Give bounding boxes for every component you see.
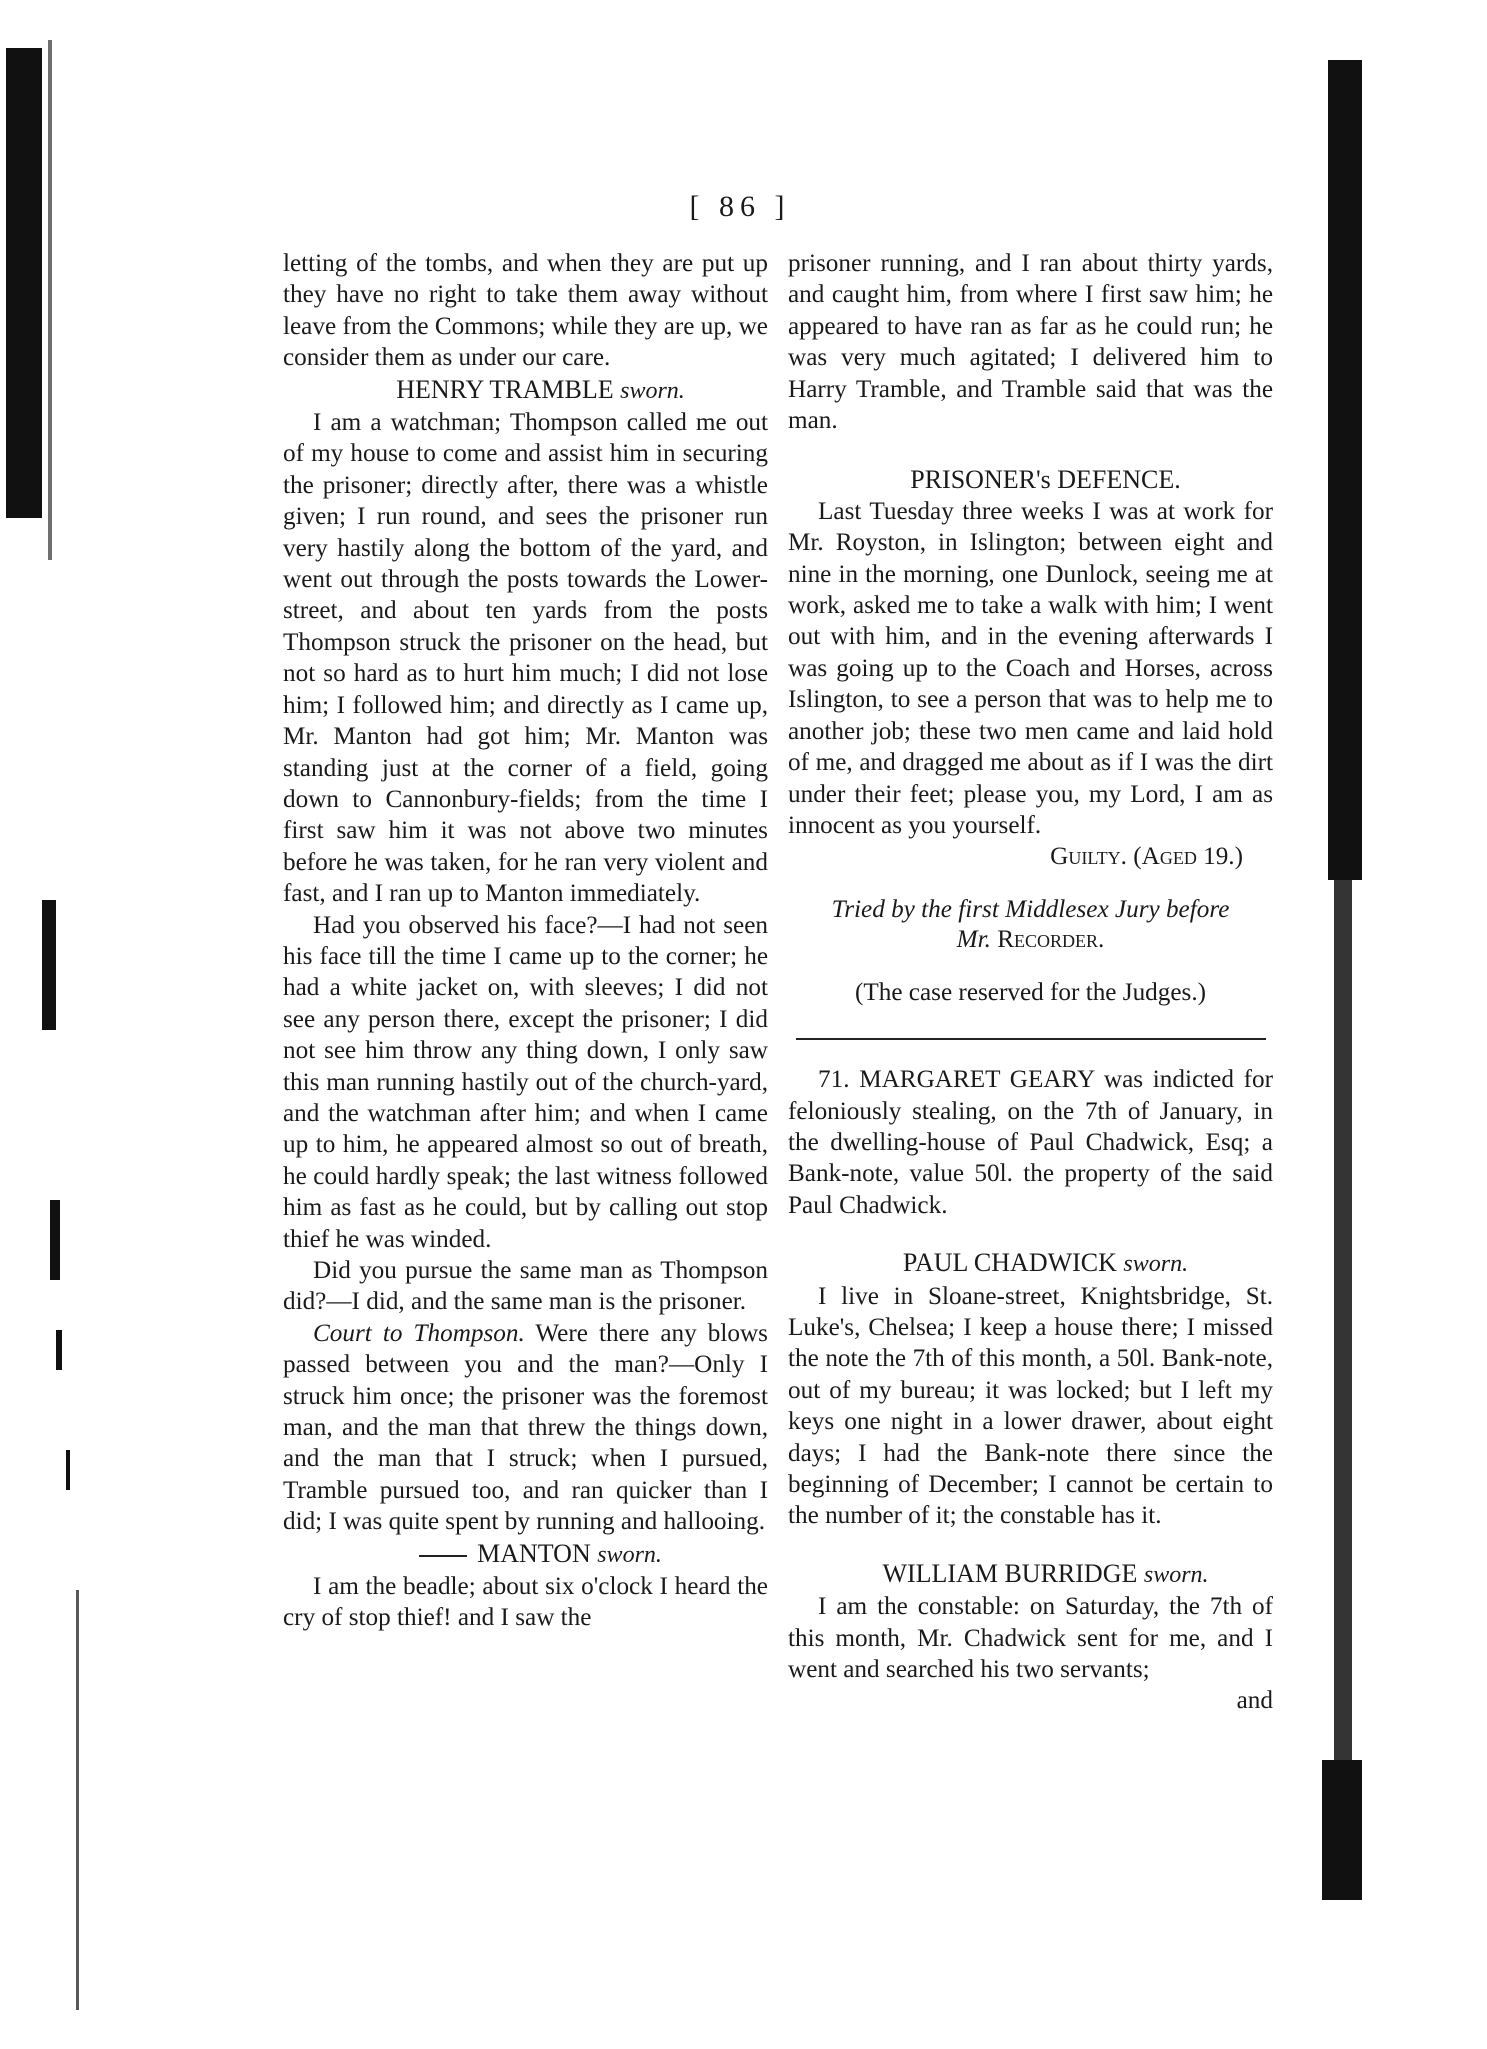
paragraph: I am the constable: on Saturday, the 7th of this month, Mr. Chadwick sent for me, and I went and searched his two servants; bbox=[788, 1593, 1273, 1684]
paragraph: prisoner running, and I ran about thirty yards, and caught him, from where I first saw him; he appeared to have ran as far as he could run; he was very much agitated; I delivered him to Harry Tramble, and Tramble said that was the man. bbox=[788, 250, 1273, 435]
paragraph: I live in Sloane-street, Knightsbridge, St. Luke's, Chelsea; I keep a house there; I missed the note the 7th of this month, a 50l. Bank-note, out of my bureau; it was locked; but I left my keys one night in a lower drawer, about eight days; I had the Bank-note there since the beginning of December; I cannot be certain to the number of it; the constable has it. bbox=[788, 1282, 1273, 1530]
verdict: Guilty. (Aged 19.) bbox=[1050, 843, 1243, 871]
jury-note-line: Tried by the first Middlesex Jury before bbox=[831, 895, 1230, 923]
witness-name: PAUL CHADWICK bbox=[902, 1248, 1117, 1278]
paragraph: I am a watchman; Thompson called me out of my house to come and assist him in securing the prisoner; directly after, there was a whistle given; I run round, and sees the prisoner run very hastily along the bottom of the yard, and went out through the posts towards the Lower-street, and about ten yards from the posts Thompson struck the prisoner on the head, but not so hard as to hurt him much; I did not lose him; I followed him; and directly as I came up, Mr. Manton had got him; Mr. Manton was standing just at the corner of a field, going down to Cannonbury-fields; from the time I first saw him it was not above two minutes before he was taken, for he ran very violent and fast, and I ran up to Manton immediately. bbox=[283, 409, 768, 908]
mr-label: Mr. bbox=[956, 925, 991, 953]
left-page-edge bbox=[0, 30, 90, 2030]
catchword: and bbox=[1236, 1687, 1273, 1715]
page-number: [ 86 ] bbox=[689, 190, 791, 223]
case-reserved-note: (The case reserved for the Judges.) bbox=[854, 978, 1207, 1006]
right-page-edge bbox=[1318, 60, 1366, 1910]
left-column bbox=[283, 248, 768, 1634]
right-column bbox=[788, 248, 1273, 1717]
sworn-label: sworn. bbox=[1143, 1561, 1209, 1588]
dash-rule bbox=[419, 1555, 467, 1557]
paragraph bbox=[283, 1318, 768, 1538]
sworn-label: sworn. bbox=[1123, 1251, 1189, 1278]
witness-name: WILLIAM BURRIDGE bbox=[882, 1558, 1138, 1588]
paragraph: Did you pursue the same man as Thompson did?—I did, and the same man is the prisoner. bbox=[283, 1257, 768, 1316]
witness-heading-william-burridge bbox=[788, 1558, 1273, 1591]
sworn-label: sworn. bbox=[620, 377, 685, 404]
paragraph: letting of the tombs, and when they are put up they have no right to take them away without leave from the Commons; while they are up, we consider them as under our care. bbox=[283, 250, 768, 372]
court-address: Court to Thompson. bbox=[313, 1319, 525, 1347]
paragraph: Last Tuesday three weeks I was at work for Mr. Royston, in Islington; between eight and nine in the morning, one Dunlock, seeing me at work, asked me to take a walk with him; I went out with him, and in the evening afterwards I was going up to the Coach and Horses, across Islington, to see a person that was to help me to another job; these two men came and laid hold of me, and dragged me about as if I was the dirt under their feet; please you, my Lord, I am as innocent as you yourself. bbox=[788, 497, 1273, 839]
paragraph: I am the beadle; about six o'clock I heard the cry of stop thief! and I saw the bbox=[283, 1573, 768, 1632]
recorder-label: Recorder. bbox=[997, 925, 1105, 953]
indictment-paragraph: 71. MARGARET GEARY was indicted for feloniously stealing, on the 7th of January, in the dwelling-house of Paul Chadwick, Esq; a Bank-note, value 50l. the property of the said Paul Chadwick. bbox=[788, 1066, 1273, 1219]
jury-note-line bbox=[788, 925, 1273, 955]
witness-name: HENRY TRAMBLE bbox=[396, 374, 614, 404]
witness-heading-paul-chadwick bbox=[788, 1247, 1273, 1280]
witness-heading-manton bbox=[283, 1538, 768, 1571]
jury-note bbox=[788, 895, 1273, 955]
sworn-label: sworn. bbox=[597, 1541, 662, 1568]
section-divider bbox=[796, 1038, 1266, 1040]
witness-heading-henry-tramble bbox=[283, 374, 768, 407]
paragraph-text: Were there any blows passed between you and the man?—Only I struck him once; the prisoner was the foremost man, and the man that threw the things down, and the man that I struck; when I pursued, Tramble pursued too, and ran quicker than I did; I was quite spent by running and hallooing. bbox=[283, 1319, 768, 1536]
witness-name: MANTON bbox=[477, 1538, 591, 1568]
defence-heading: PRISONER's DEFENCE. bbox=[910, 465, 1181, 495]
paragraph: Had you observed his face?—I had not seen his face till the time I came up to the corner; he had a white jacket on, with sleeves; I did not see any person there, except the prisoner; I did not see him throw any thing down, I only saw this man running hastily out of the church-yard, and the watchman after him; and when I came up to him, he appeared almost so out of breath, he could hardly speak; the last witness followed him as fast as he could, but by calling out stop thief he was winded. bbox=[283, 911, 768, 1253]
